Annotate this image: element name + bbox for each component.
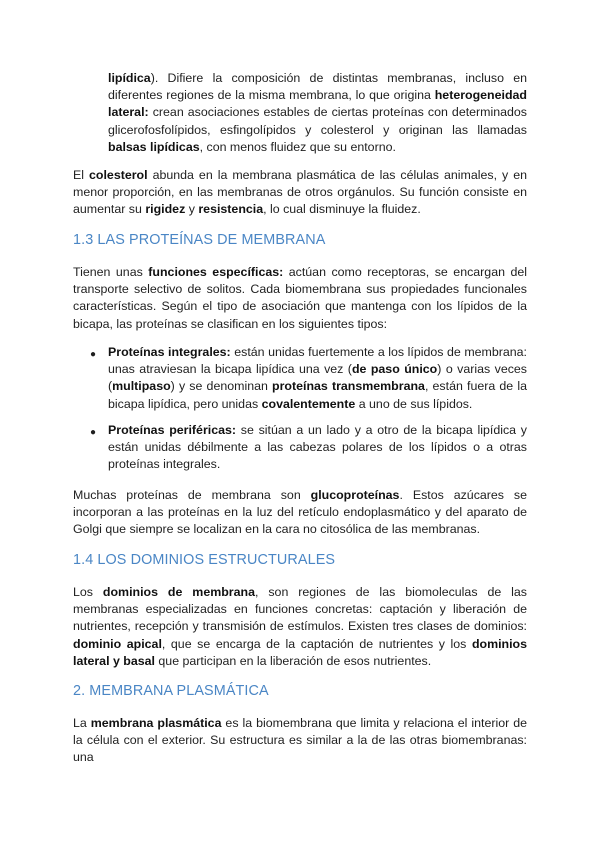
proteinas-intro-paragraph: Tienen unas funciones específicas: actúan como receptoras, se encargan del transporte selectivo de solitos. Cada biomembrana sus propiedades funcionales características. Según el tipo de asociación que mantenga con los lípidos de la bicapa, las proteínas se clasifican en los siguientes tipos:	[73, 265, 528, 331]
dominios-paragraph: Los dominios de membrana, son regiones de las biomoleculas de las membranas especializadas en funciones concretas: captación y liberación de nutrientes, recepción y transmisión de estímulos. Existen tres clases de dominios: dominio apical, que se encarga de la captación de nutrientes y los dominios lateral y basal que participan en la liberación de esos nutrientes.	[73, 585, 528, 668]
section-heading-2: 2. MEMBRANA PLASMÁTICA	[73, 683, 269, 699]
membrana-plasmatica-paragraph: La membrana plasmática es la biomembrana que limita y relaciona el interior de la célula con el exterior. Su estructura es similar a la de las otras biomembranas: una	[73, 716, 528, 765]
intro-continuation-paragraph: lipídica). Difiere la composición de distintas membranas, incluso en diferentes regiones de la misma membrana, lo que origina heterogeneidad lateral: crean asociaciones estables de ciertas proteínas con determinados glicerofosfolípidos, esfingolípidos y colesterol y originan las llamadas balsas lipídicas, con menos fluidez que su entorno.	[108, 71, 527, 154]
bullet-icon: ●	[90, 349, 97, 360]
colesterol-paragraph: El colesterol abunda en la membrana plasmática de las células animales, y en menor proporción, en las membranas de otros orgánulos. Su función consiste en aumentar su rigidez y resistencia, lo cual disminuye la fluidez.	[73, 168, 527, 217]
section-heading-1-3: 1.3 LAS PROTEÍNAS DE MEMBRANA	[73, 232, 326, 248]
list-item-proteinas-integrales: Proteínas integrales: están unidas fuertemente a los lípidos de membrana: unas atraviesan la bicapa lipídica una vez (de paso único) o varias veces (multipaso) y se denominan proteínas transmembrana, están fuera de la bicapa lipídica, pero unidas covalentemente a uno de sus lípidos.	[108, 345, 528, 411]
list-item-proteinas-perifericas: Proteínas periféricas: se sitúan a un lado y a otro de la bicapa lipídica y están unidas débilmente a las cabezas polares de los lípidos o a otras proteínas integrales.	[108, 423, 527, 472]
glucoproteinas-paragraph: Muchas proteínas de membrana son glucoproteínas. Estos azúcares se incorporan a las proteínas en la luz del retículo endoplasmático y del aparato de Golgi que siempre se localizan en la cara no citosólica de las membranas.	[73, 488, 528, 537]
section-heading-1-4: 1.4 LOS DOMINIOS ESTRUCTURALES	[73, 552, 336, 568]
bullet-icon: ●	[90, 427, 97, 438]
